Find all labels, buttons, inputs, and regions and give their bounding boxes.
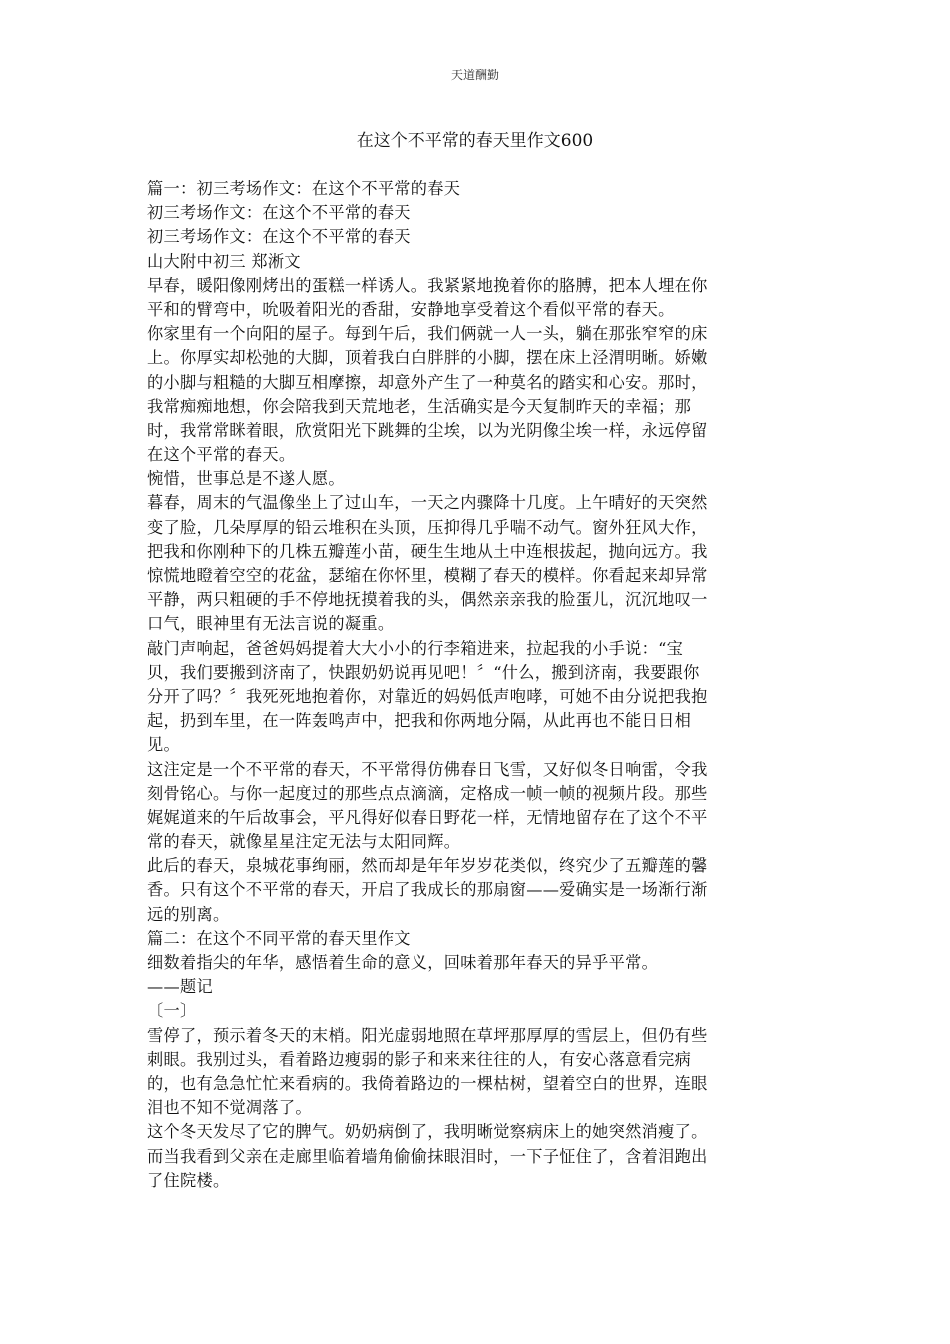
text-line: 惊慌地瞪着空空的花盆，瑟缩在你怀里，模糊了春天的模样。你看起来却异常 xyxy=(147,566,708,585)
text-line: 远的别离。 xyxy=(147,904,230,924)
text-line: 平和的臂弯中，吮吸着阳光的香甜，安静地享受着这个看似平常的春天。 xyxy=(147,299,675,319)
text-line: 山大附中初三 郑淅文 xyxy=(147,251,301,271)
text-line: 在这个平常的春天。 xyxy=(147,445,296,465)
text-line: 了住院楼。 xyxy=(147,1170,230,1190)
text-line: 的小脚与粗糙的大脚互相摩擦，却意外产生了一种莫名的踏实和心安。那时， xyxy=(147,372,708,392)
text-line: 暮春，周末的气温像坐上了过山车，一天之内骤降十几度。上午晴好的天突然 xyxy=(147,493,708,513)
text-line: 常的春天，就像星星注定无法与太阳同辉。 xyxy=(147,832,461,852)
text-line: 你家里有一个向阳的屋子。每到午后，我们俩就一人一头，躺在那张窄窄的床 xyxy=(147,324,708,344)
text-line: 上。你厚实却松弛的大脚，顶着我白白胖胖的小脚，摆在床上泾渭明晰。娇嫩 xyxy=(147,348,708,368)
text-line: 而当我看到父亲在走廊里临着墙角偷偷抹眼泪时，一下子怔住了，含着泪跑出 xyxy=(147,1146,708,1166)
text-line: 此后的春天，泉城花事绚丽，然而却是年年岁岁花类似，终究少了五瓣莲的馨 xyxy=(147,856,708,876)
text-line: 初三考场作文：在这个不平常的春天 xyxy=(147,203,411,223)
document-body xyxy=(147,177,804,1193)
text-line: 分开了吗？〞我死死地抱着你，对靠近的妈妈低声咆哮，可她不由分说把我抱 xyxy=(147,686,708,706)
text-line: 刻骨铭心。与你一起度过的那些点点滴滴，定格成一帧一帧的视频片段。那些 xyxy=(147,783,708,803)
text-line: 平静，两只粗硬的手不停地抚摸着我的头，偶然亲亲我的脸蛋儿，沉沉地叹一 xyxy=(147,590,708,610)
text-line: 篇二：在这个不同平常的春天里作文 xyxy=(147,928,411,948)
text-line: 这注定是一个不平常的春天，不平常得仿佛春日飞雪，又好似冬日响雷，令我 xyxy=(147,759,708,779)
text-line: 见。 xyxy=(147,735,180,755)
text-line: 刺眼。我别过头，看着路边瘦弱的影子和来来往往的人，有安心落意看完病 xyxy=(147,1049,692,1069)
text-line: 时，我常常眯着眼，欣赏阳光下跳舞的尘埃，以为光阴像尘埃一样，永远停留 xyxy=(147,420,708,440)
text-line: 的，也有急急忙忙来看病的。我倚着路边的一棵枯树，望着空白的世界，连眼 xyxy=(147,1073,708,1093)
text-line: 篇一：初三考场作文：在这个不平常的春天 xyxy=(147,179,461,198)
text-line: 细数着指尖的年华，感悟着生命的意义，回味着那年春天的异乎平常。 xyxy=(147,953,659,972)
text-line: 惋惜，世事总是不遂人愿。 xyxy=(147,469,345,489)
page-header: 天道酬勤 xyxy=(450,68,499,82)
text-line: 〔一〕 xyxy=(147,1001,197,1021)
text-line: 早春，暖阳像刚烤出的蛋糕一样诱人。我紧紧地挽着你的胳膊，把本人埋在你 xyxy=(147,275,708,295)
text-line: 雪停了，预示着冬天的末梢。阳光虚弱地照在草坪那厚厚的雪层上，但仍有些 xyxy=(147,1025,708,1045)
text-line: 娓娓道来的午后故事会，平凡得好似春日野花一样，无情地留存在了这个不平 xyxy=(147,807,708,827)
text-line: 敲门声响起，爸爸妈妈提着大大小小的行李箱进来，拉起我的小手说：“宝 xyxy=(147,638,684,658)
text-line: 香。只有这个不平常的春天，开启了我成长的那扇窗——爱确实是一场渐行渐 xyxy=(147,880,708,900)
document-title: 在这个不平常的春天里作文600 xyxy=(356,131,594,151)
text-line: 我常痴痴地想，你会陪我到天荒地老，生活确实是今天复制昨天的幸福；那 xyxy=(147,396,692,416)
text-line: 初三考场作文：在这个不平常的春天 xyxy=(147,227,411,247)
text-line: 起，扔到车里，在一阵轰鸣声中，把我和你两地分隔，从此再也不能日日相 xyxy=(147,711,692,731)
text-line: 这个冬天发尽了它的脾气。奶奶病倒了，我明晰觉察病床上的她突然消瘦了。 xyxy=(147,1122,708,1142)
text-line: 贝，我们要搬到济南了，快跟奶奶说再见吧！〞“什么，搬到济南，我要跟你 xyxy=(147,662,700,682)
text-line: ——题记 xyxy=(147,977,213,997)
text-line: 变了脸，几朵厚厚的铅云堆积在头顶，压抑得几乎喘不动气。窗外狂风大作， xyxy=(147,517,708,537)
text-line: 把我和你刚种下的几株五瓣莲小苗，硬生生地从土中连根拔起，抛向远方。我 xyxy=(147,541,708,561)
text-line: 口气，眼神里有无法言说的凝重。 xyxy=(147,614,395,634)
text-line: 泪也不知不觉凋落了。 xyxy=(147,1098,312,1118)
